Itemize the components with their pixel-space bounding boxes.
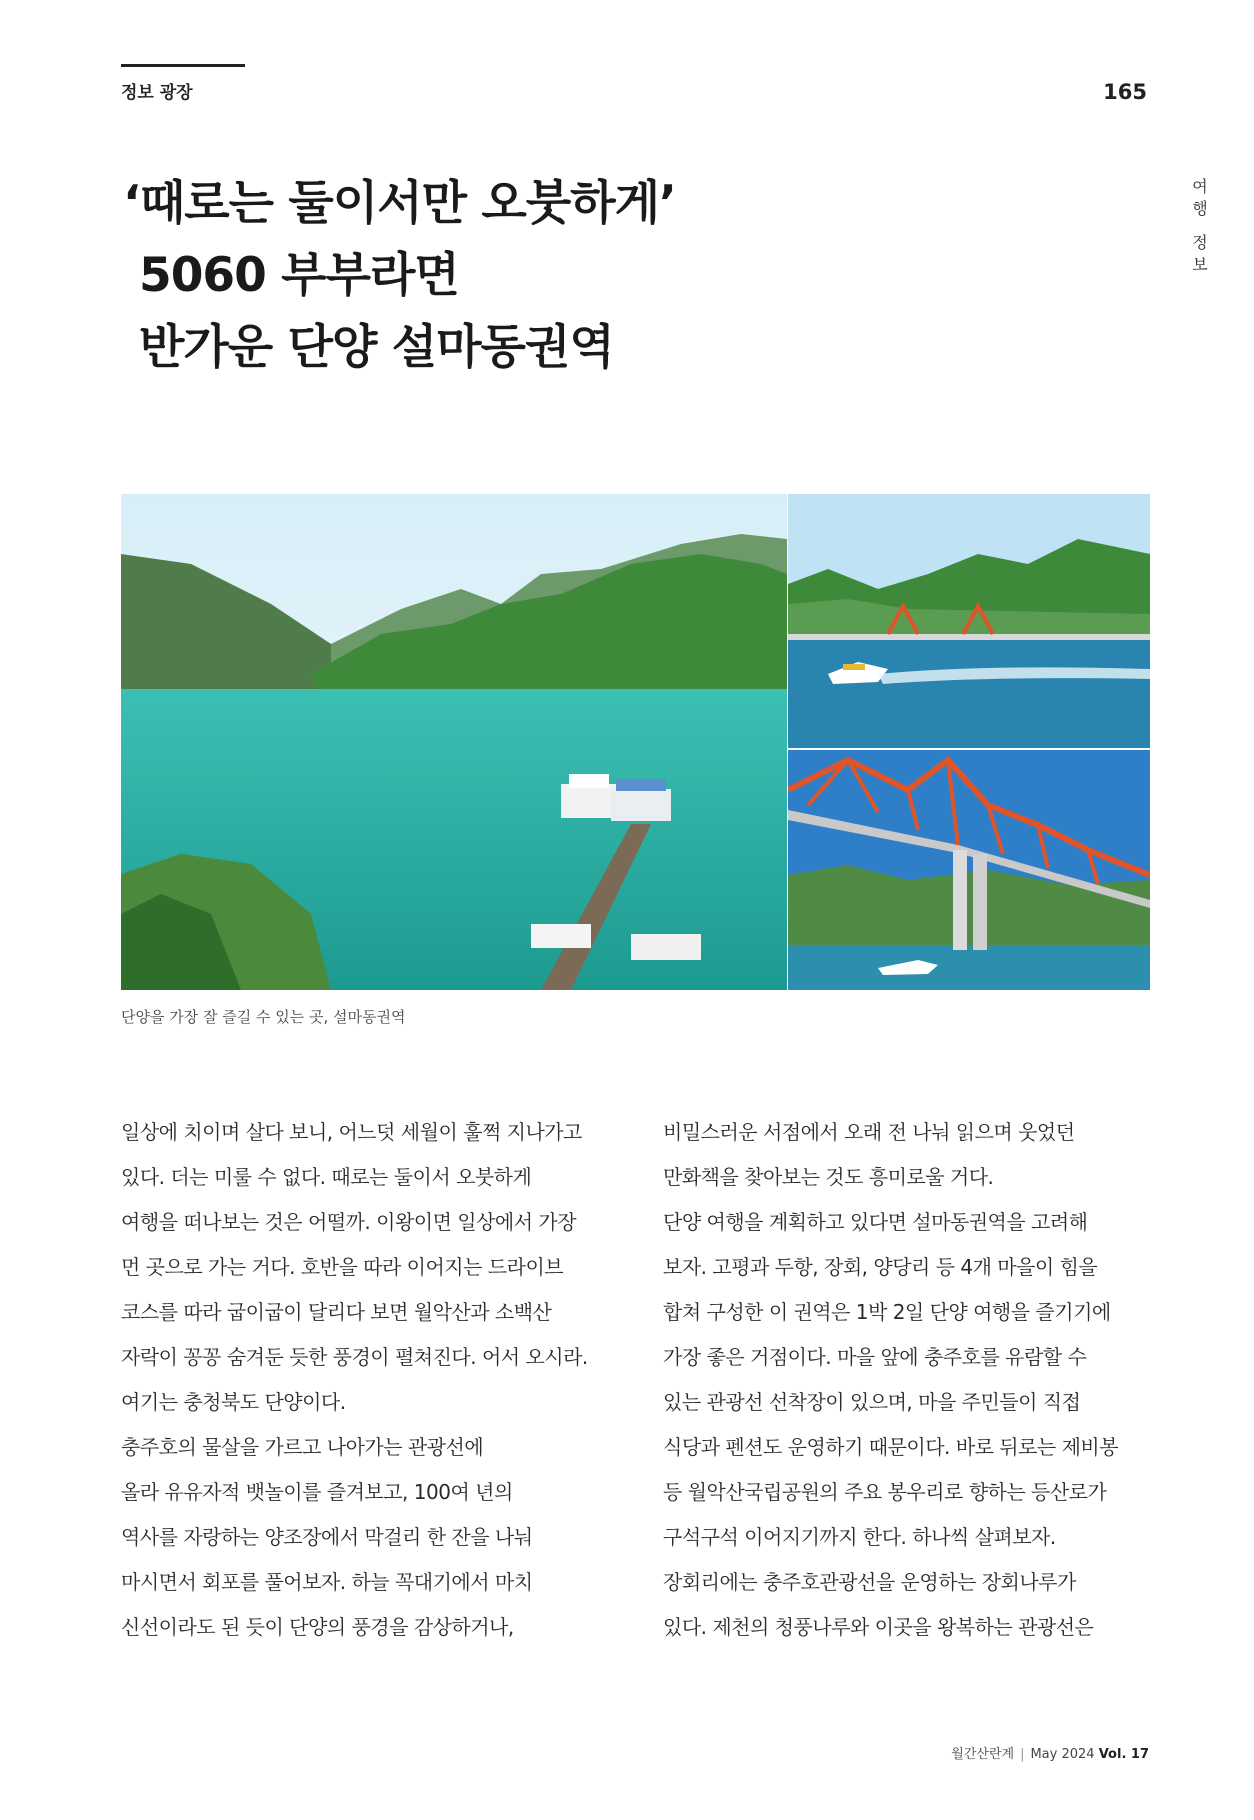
body-line: 마시면서 회포를 풀어보자. 하늘 꼭대기에서 마치: [121, 1570, 533, 1594]
body-line: 역사를 자랑하는 양조장에서 막걸리 한 잔을 나눠: [121, 1525, 533, 1549]
body-line: 장회리에는 충주호관광선을 운영하는 장회나루가: [663, 1570, 1076, 1594]
body-line: 만화책을 찾아보는 것도 흥미로울 거다.: [663, 1165, 994, 1189]
body-column-left: [121, 1110, 621, 1650]
side-category-tag: [1190, 176, 1210, 276]
body-line: 일상에 치이며 살다 보니, 어느덧 세월이 훌쩍 지나가고: [121, 1120, 582, 1144]
page-footer: 월간산란계 | May 2024 Vol. 17: [951, 1747, 1149, 1762]
body-line: 자락이 꽁꽁 숨겨둔 듯한 풍경이 펼쳐진다. 어서 오시라.: [121, 1345, 588, 1369]
body-line: 합쳐 구성한 이 권역은 1박 2일 단양 여행을 즐기기에: [663, 1300, 1111, 1324]
side-tag-char: 행: [1192, 199, 1208, 218]
body-line: 여행을 떠나보는 것은 어떨까. 이왕이면 일상에서 가장: [121, 1210, 577, 1234]
body-line: 신선이라도 된 듯이 단양의 풍경을 감상하거나,: [121, 1615, 514, 1639]
body-line: 있다. 더는 미룰 수 없다. 때로는 둘이서 오붓하게: [121, 1165, 532, 1189]
body-line: 충주호의 물살을 가르고 나아가는 관광선에: [121, 1435, 484, 1459]
page-number: 165: [1103, 80, 1147, 104]
issue-date: May 2024: [1030, 1747, 1095, 1762]
article-title: [123, 168, 676, 384]
side-tag-char: 여: [1192, 177, 1208, 196]
body-line: 코스를 따라 굽이굽이 달리다 보면 월악산과 소백산: [121, 1300, 552, 1324]
volume-number: Vol. 17: [1098, 1747, 1149, 1762]
side-tag-char: 정: [1192, 233, 1208, 252]
title-line: 5060 부부라면: [139, 248, 459, 303]
body-line: 여기는 충청북도 단양이다.: [121, 1390, 346, 1414]
title-line: ‘때로는 둘이서만 오붓하게’: [123, 176, 676, 231]
photo-caption: 단양을 가장 잘 즐길 수 있는 곳, 설마동권역: [121, 1008, 406, 1026]
lake-ferry-photo: [121, 494, 787, 990]
body-line: 보자. 고평과 두항, 장회, 양당리 등 4개 마을이 힘을: [663, 1255, 1098, 1279]
magazine-name: 월간산란계: [951, 1747, 1015, 1762]
body-line: 먼 곳으로 가는 거다. 호반을 따라 이어지는 드라이브: [121, 1255, 564, 1279]
body-line: 있다. 제천의 청풍나루와 이곳을 왕복하는 관광선은: [663, 1615, 1094, 1639]
body-line: 비밀스러운 서점에서 오래 전 나눠 읽으며 웃었던: [663, 1120, 1075, 1144]
body-line: 등 월악산국립공원의 주요 봉우리로 향하는 등산로가: [663, 1480, 1107, 1504]
header-rule: [121, 64, 245, 67]
speedboat-bridge-photo: [788, 494, 1150, 748]
body-column-right: [663, 1110, 1163, 1650]
body-line: 가장 좋은 거점이다. 마을 앞에 충주호를 유람할 수: [663, 1345, 1087, 1369]
body-line: 구석구석 이어지기까지 한다. 하나씩 살펴보자.: [663, 1525, 1056, 1549]
body-line: 올라 유유자적 뱃놀이를 즐겨보고, 100여 년의: [121, 1480, 513, 1504]
truss-bridge-photo: [788, 750, 1150, 990]
body-line: 단양 여행을 계획하고 있다면 설마동권역을 고려해: [663, 1210, 1088, 1234]
body-line: 있는 관광선 선착장이 있으며, 마을 주민들이 직접: [663, 1390, 1081, 1414]
side-tag-char: 보: [1192, 255, 1208, 274]
title-line: 반가운 단양 설마동권역: [139, 320, 614, 375]
body-line: 식당과 펜션도 운영하기 때문이다. 바로 뒤로는 제비봉: [663, 1435, 1119, 1459]
section-label: 정보 광장: [121, 83, 193, 103]
